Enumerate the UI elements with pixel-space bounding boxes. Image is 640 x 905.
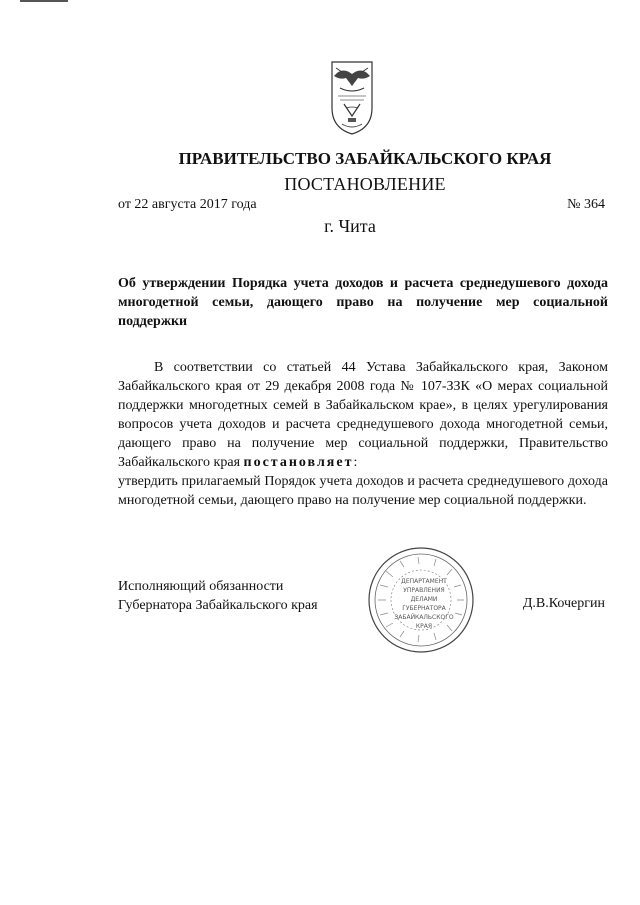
decision-paragraph: утвердить прилагаемый Порядок учета доходов и расчета среднедушевого дохода многодетной семьи, дающего право на получение мер социальной поддержки. [118, 474, 608, 508]
signatory-role [118, 577, 318, 615]
document-type-heading: ПОСТАНОВЛЕНИЕ [284, 174, 446, 194]
coat-of-arms-icon [328, 58, 376, 136]
decree-colon: : [353, 455, 358, 470]
svg-text:КРАЯ: КРАЯ [415, 623, 433, 630]
preamble-paragraph [118, 358, 608, 472]
signatory-role-line1: Исполняющий обязанности [118, 579, 284, 594]
organization-heading: ПРАВИТЕЛЬСТВО ЗАБАЙКАЛЬСКОГО КРАЯ [178, 149, 552, 168]
svg-text:ГУБЕРНАТОРА: ГУБЕРНАТОРА [402, 605, 446, 612]
signatory-name: Д.В.Кочергин [522, 596, 605, 611]
top-edge-line [20, 0, 68, 2]
svg-text:ЗАБАЙКАЛЬСКОГО: ЗАБАЙКАЛЬСКОГО [394, 614, 454, 621]
svg-text:ДЕЛАМИ: ДЕЛАМИ [410, 596, 438, 603]
document-date: от 22 августа 2017 года [118, 197, 257, 212]
signatory-role-line2: Губернатора Забайкальского края [118, 598, 318, 613]
preamble-text: В соответствии со статьей 44 Устава Забайкальского края, Законом Забайкальского края от 29 декабря 2008 года № 107-ЗЗК «О мерах социальной поддержки многодетных семей в Забайкальском крае», в целях урегулирования вопросов учета доходов и расчета среднедушевого дохода многодетной семьи, дающего право на получение мер социальной поддержки, Правительство Забайкальского края [118, 360, 608, 470]
document-city: г. Чита [324, 216, 376, 236]
document-number: № 364 [567, 197, 605, 212]
svg-text:УПРАВЛЕНИЯ: УПРАВЛЕНИЯ [403, 587, 445, 594]
official-seal-icon [366, 545, 476, 655]
document-title: Об утверждении Порядка учета доходов и расчета среднедушевого дохода многодетной семьи, дающего право на получение мер социальной поддержки [118, 276, 608, 329]
decree-word: постановляет [243, 455, 354, 470]
svg-text:ДЕПАРТАМЕНТ: ДЕПАРТАМЕНТ [401, 578, 447, 585]
